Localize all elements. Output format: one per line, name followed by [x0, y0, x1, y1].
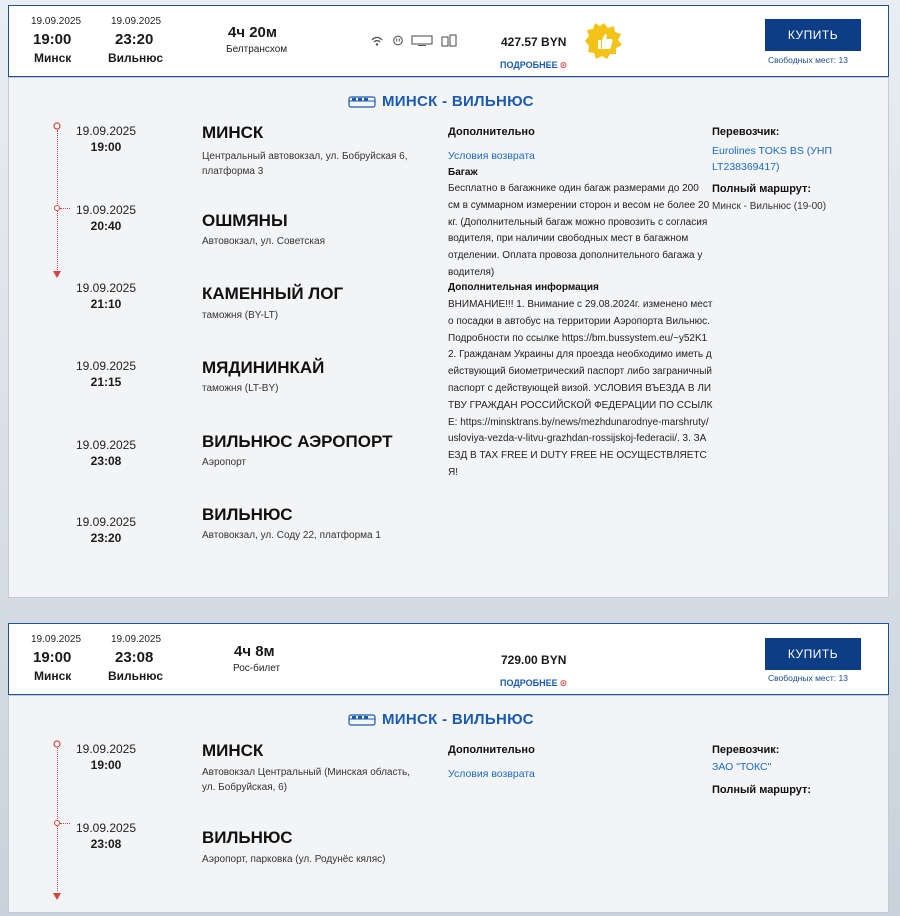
additional-info-text: ВНИМАНИЕ!!! 1. Внимание с 29.08.2024г. изменено место посадки в автобус на территории Аэропорта Вильнюс. Подробности по ссылке https://bm.bussystem.eu/~y52K1 2. Гражданам Украины для проезда необходимо иметь действующий биометрический паспорт либо заграничный паспорт с действующей визой. УСЛОВИЯ ВЪЕЗДА В ЛИТВУ ГРАЖДАН РОССИЙСКОЙ ФЕДЕРАЦИИ ПО ССЫЛКЕ: https://minsktrans.by/news/mezhdunarodnye-marshruty/usloviya-vezda-v-litvu-grazhdan-rossijskoj-federacii/. 3. ЗАЕЗД В TAX FREE И DUTY FREE НЕ ОСУЩЕСТВЛЯЕТСЯ!: [448, 299, 713, 478]
stop-date: 19.09.2025: [75, 821, 137, 835]
arrival-date: 19.09.2025: [111, 634, 162, 645]
full-route-title: Полный маршрут:: [712, 784, 812, 796]
stop-date: 19.09.2025: [75, 742, 137, 756]
bus-icon: [348, 713, 376, 727]
stop-time: 21:15: [90, 375, 122, 389]
stop-date: 19.09.2025: [75, 203, 137, 217]
stop-address: таможня (BY-LT): [202, 310, 279, 321]
ticket-price: 729.00 BYN: [501, 653, 567, 667]
stop-address: таможня (LT-BY): [202, 383, 279, 394]
stop-name: МЯДИНИНКАЙ: [202, 358, 325, 377]
ticket-price: 427.57 BYN: [501, 35, 567, 49]
stop-name: КАМЕННЫЙ ЛОГ: [202, 284, 344, 303]
route-title: МИНСК - ВИЛЬНЮС: [382, 711, 534, 728]
stop-time: 23:20: [90, 531, 122, 545]
stop-name: ВИЛЬНЮС: [202, 828, 293, 847]
carrier-name[interactable]: ЗАО "ТОКС": [712, 761, 772, 773]
timeline-line: [57, 130, 58, 270]
free-seats: Свободных мест: 13: [768, 55, 848, 65]
stop-address: Аэропорт, парковка (ул. Родунёс кяляс): [202, 854, 386, 865]
trip-summary[interactable]: [8, 623, 889, 695]
stop-name: МИНСК: [202, 741, 264, 760]
timeline-end-arrow: [53, 893, 61, 900]
departure-time: 19:00: [33, 649, 72, 666]
departure-city: Минск: [34, 669, 72, 683]
luggage-icon: [441, 34, 457, 47]
trip-details: [8, 695, 889, 913]
tv-icon: [411, 35, 433, 46]
stop-time: 23:08: [90, 837, 122, 851]
stop-date: 19.09.2025: [75, 281, 137, 295]
departure-date: 19.09.2025: [31, 634, 82, 645]
stop-date: 19.09.2025: [75, 359, 137, 373]
stop-time: 23:08: [90, 454, 122, 468]
departure-date: 19.09.2025: [31, 16, 82, 27]
carrier-title: Перевозчик:: [712, 744, 780, 756]
extra-title: Дополнительно: [448, 126, 535, 138]
stop-address: Автовокзал, ул. Советская: [202, 236, 326, 247]
stop-date: 19.09.2025: [75, 124, 137, 138]
stop-address: Центральный автовокзал, ул. Бобруйская 6, платформа 3: [202, 151, 408, 177]
stop-address-line: ул. Бобруйская, 6): [202, 782, 288, 793]
refund-conditions-link[interactable]: Условия возврата: [448, 768, 535, 780]
arrival-city: Вильнюс: [108, 669, 164, 683]
arrival-date: 19.09.2025: [111, 16, 162, 27]
stop-time: 19:00: [90, 758, 122, 772]
carrier-name[interactable]: Eurolines TOKS BS (УНП LT238369417): [712, 145, 833, 173]
details-link[interactable]: ПОДРОБНЕЕ ⊙: [500, 678, 568, 688]
refund-conditions-link[interactable]: Условия возврата: [448, 150, 535, 162]
wifi-icon: [371, 36, 383, 46]
timeline-end-arrow: [53, 271, 61, 278]
trip-details: [8, 77, 889, 598]
departure-time: 19:00: [33, 31, 72, 48]
stop-address: Аэропорт: [202, 457, 247, 468]
trip-summary[interactable]: [8, 5, 889, 77]
route-title: МИНСК - ВИЛЬНЮС: [382, 93, 534, 110]
trip-duration: 4ч 8м: [234, 643, 275, 660]
baggage-text: Бесплатно в багажнике один багаж размерами до 200 см в суммарном измерении сторон и весом не более 20 кг. (Дополнительный багаж можно провозить с согласия водителя, при наличии свободных мест в багажном отделении. Оплата провоза дополнительного багажа у водителя): [448, 183, 710, 278]
bus-icon: [348, 95, 376, 109]
stop-time: 21:10: [90, 297, 122, 311]
stop-name: ВИЛЬНЮС: [202, 505, 293, 524]
carrier-short: Белтрансхом: [226, 44, 288, 55]
arrival-time: 23:20: [115, 31, 154, 48]
stop-name: МИНСК: [202, 123, 264, 142]
additional-info-title: Дополнительная информация: [448, 282, 599, 293]
carrier-title: Перевозчик:: [712, 126, 780, 138]
baggage-title: Багаж: [448, 167, 478, 178]
arrival-time: 23:08: [115, 649, 154, 666]
buy-button[interactable]: КУПИТЬ: [765, 638, 861, 670]
full-route-title: Полный маршрут:: [712, 183, 812, 195]
carrier-short: Рос-билет: [233, 663, 281, 674]
thumbs-up-badge-icon: [585, 22, 623, 60]
buy-button[interactable]: КУПИТЬ: [765, 19, 861, 51]
free-seats: Свободных мест: 13: [768, 673, 848, 683]
trip-duration: 4ч 20м: [228, 24, 277, 41]
stop-address-line: Автовокзал Центральный (Минская область,: [202, 767, 411, 778]
stop-name: ВИЛЬНЮС АЭРОПОРТ: [202, 432, 393, 451]
stop-date: 19.09.2025: [75, 438, 137, 452]
departure-city: Минск: [34, 51, 72, 65]
arrival-city: Вильнюс: [108, 51, 164, 65]
details-link[interactable]: ПОДРОБНЕЕ ⊙: [500, 60, 568, 70]
stop-time: 20:40: [90, 219, 122, 233]
stop-address: Автовокзал, ул. Соду 22, платформа 1: [202, 530, 381, 541]
socket-icon: [393, 34, 403, 47]
stop-time: 19:00: [90, 140, 122, 154]
stop-name: ОШМЯНЫ: [202, 211, 288, 230]
trip-card: [8, 623, 889, 913]
trip-card: [8, 5, 889, 598]
full-route: Минск - Вильнюс (19-00): [712, 201, 827, 212]
extra-title: Дополнительно: [448, 744, 535, 756]
stop-date: 19.09.2025: [75, 515, 137, 529]
